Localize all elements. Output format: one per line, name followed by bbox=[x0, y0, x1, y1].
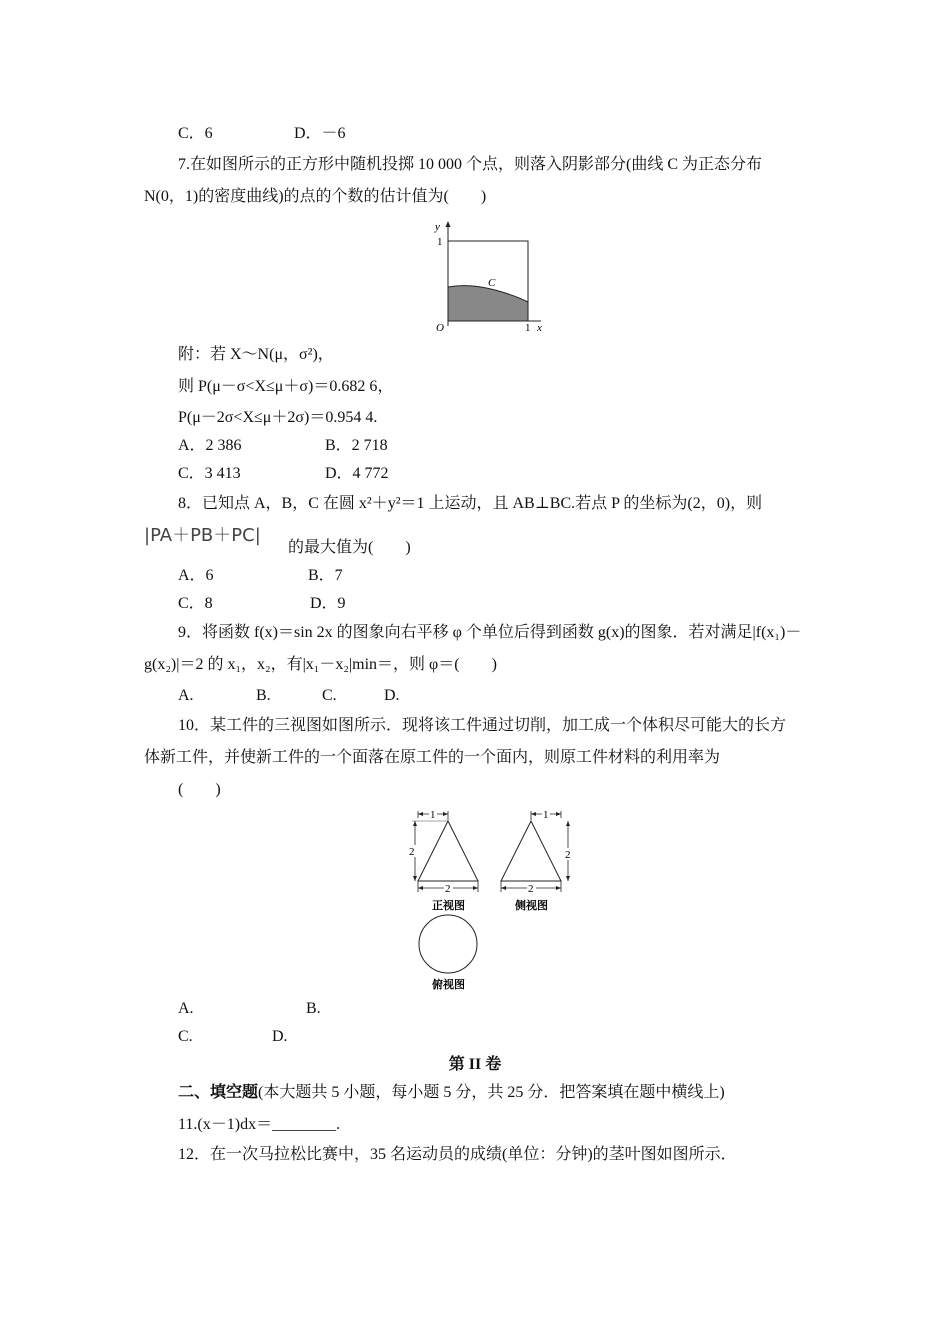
q7-fig-curve-label: C bbox=[488, 277, 496, 289]
q7-note-line3: P(μ－2σ<X≤μ＋2σ)＝0.954 4. bbox=[178, 409, 378, 426]
q6-option-d: D．－6 bbox=[294, 125, 346, 142]
q8-option-a: A．6 bbox=[178, 567, 214, 584]
q7-stem-line2: N(0，1)的密度曲线)的点的个数的估计值为( ) bbox=[144, 188, 487, 205]
q7-stem-line1: 7.在如图所示的正方形中随机投掷 10 000 个点，则落入阴影部分(曲线 C 为正态分布 bbox=[178, 156, 763, 173]
q7-fig-origin: O bbox=[436, 322, 444, 334]
side-view-label: 侧视图 bbox=[515, 900, 548, 912]
q6-option-c: C．6 bbox=[178, 125, 213, 142]
q7-option-c: C．3 413 bbox=[178, 465, 241, 482]
q9-stem-line2: g(x₂)|＝2 的 x₁，x₂，有|x₁－x₂|min＝，则 φ＝( ) bbox=[144, 656, 497, 673]
section-2-heading-rest: (本大题共 5 小题，每小题 5 分，共 25 分．把答案填在题中横线上) bbox=[258, 1084, 725, 1101]
side-dim-height: 2 bbox=[565, 849, 571, 861]
front-dim-height: 2 bbox=[409, 846, 415, 858]
q8-option-c: C．8 bbox=[178, 595, 213, 612]
side-dim-top: 1 bbox=[543, 809, 549, 821]
q7-option-a: A．2 386 bbox=[178, 437, 242, 454]
q8-vector-expression: |PA＋PB＋PC| bbox=[144, 525, 261, 546]
q10-stem-line2: 体新工件，并使新工件的一个面落在原工件的一个面内，则原工件材料的利用率为 bbox=[144, 749, 721, 766]
q10-option-d: D. bbox=[272, 1028, 288, 1045]
q9-stem-line1: 9．将函数 f(x)＝sin 2x 的图象向右平移 φ 个单位后得到函数 g(x)的图象．若对满足|f(x₁)－ bbox=[178, 624, 802, 641]
section-2-heading: 二、填空题 bbox=[178, 1084, 259, 1101]
q10-option-c: C. bbox=[178, 1028, 193, 1045]
q12-text: 12．在一次马拉松比赛中，35 名运动员的成绩(单位：分钟)的茎叶图如图所示． bbox=[178, 1146, 737, 1163]
section-2-heading-line bbox=[178, 1083, 725, 1103]
q7-note-line2: 则 P(μ－σ<X≤μ＋σ)＝0.682 6， bbox=[178, 378, 394, 395]
section-2-title: 第 II 卷 bbox=[448, 1056, 502, 1073]
q9-option-b: B. bbox=[256, 687, 271, 704]
q10-stem-line1: 10．某工件的三视图如图所示．现将该工件通过切削，加工成一个体积尽可能大的长方 bbox=[178, 717, 787, 734]
q10-option-b: B. bbox=[306, 1000, 321, 1017]
top-view-label: 俯视图 bbox=[432, 979, 465, 991]
front-dim-top: 1 bbox=[430, 809, 436, 821]
q7-fig-x-label: x bbox=[537, 322, 542, 334]
side-dim-base: 2 bbox=[528, 883, 534, 895]
q10-stem-line3: ( ) bbox=[178, 781, 221, 798]
q9-option-c: C. bbox=[322, 687, 337, 704]
q10-three-view-figure bbox=[405, 808, 585, 994]
q7-option-d: D．4 772 bbox=[325, 465, 389, 482]
q8-option-d: D．9 bbox=[310, 595, 346, 612]
q7-option-b: B．2 718 bbox=[325, 437, 388, 454]
q8-stem-line1: 8．已知点 A，B，C 在圆 x²＋y²＝1 上运动，且 AB⊥BC.若点 P 的坐标为(2，0)，则 bbox=[178, 495, 763, 512]
front-dim-base: 2 bbox=[445, 883, 451, 895]
q8-option-b: B．7 bbox=[308, 567, 343, 584]
q8-stem-line2: 的最大值为( ) bbox=[288, 539, 411, 556]
q7-normal-curve-figure bbox=[425, 218, 555, 336]
q10-option-a: A. bbox=[178, 1000, 194, 1017]
q9-option-d: D. bbox=[384, 687, 400, 704]
q7-fig-one-y: 1 bbox=[437, 236, 443, 248]
q7-fig-one-x: 1 bbox=[525, 322, 531, 334]
q7-fig-y-label: y bbox=[435, 221, 440, 233]
q9-option-a: A. bbox=[178, 687, 194, 704]
front-view-label: 正视图 bbox=[432, 900, 465, 912]
q11-text: 11.(x－1)dx＝________. bbox=[178, 1116, 341, 1133]
q7-note-line1: 附：若 X～N(μ，σ²)， bbox=[178, 346, 334, 363]
